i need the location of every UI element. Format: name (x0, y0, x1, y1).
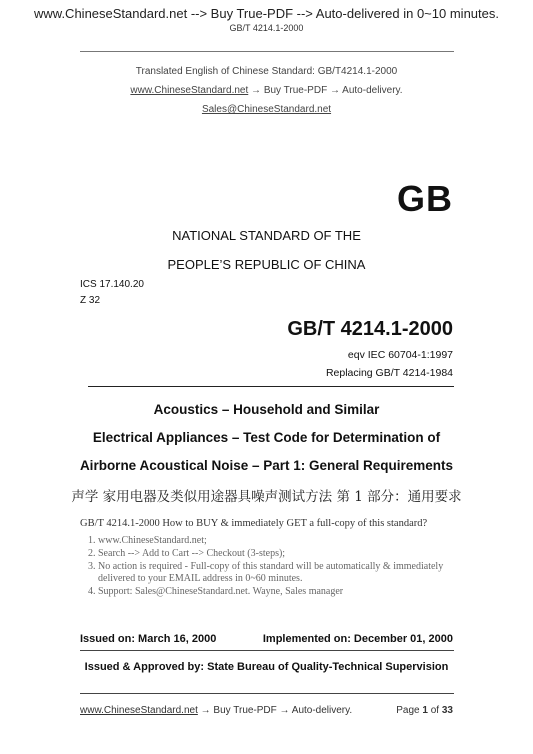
gb-mark: GB (397, 178, 453, 219)
page-prefix: Page (396, 705, 423, 716)
title-line-3: Airborne Acoustical Noise – Part 1: General Requirements (79, 458, 454, 473)
page-indicator (396, 705, 453, 716)
footer-text: → Buy True-PDF → Auto-delivery. (197, 705, 353, 716)
page-of: of (427, 705, 442, 716)
sales-email-link[interactable]: Sales@ChineseStandard.net (201, 104, 332, 115)
page-current: 1 (422, 705, 428, 716)
title-chinese: 声学 家用电器及类似用途器具噪声测试方法 第 1 部分：通用要求 (71, 489, 462, 505)
equivalent-standard: eqv IEC 60704-1:1997 (347, 349, 453, 361)
title-line-2: Electrical Appliances – Test Code for Determination of (92, 430, 441, 445)
dates-divider (80, 650, 454, 651)
buy-instructions-heading: GB/T 4214.1-2000 How to BUY & immediately GET a full-copy of this standard? (80, 518, 428, 529)
header-top-line: www.ChineseStandard.net --> Buy True-PDF --> Auto-delivered in 0~10 minutes. (34, 6, 499, 21)
national-standard-line2: PEOPLE’S REPUBLIC OF CHINA (167, 257, 366, 272)
issued-date: Issued on: March 16, 2000 (80, 633, 217, 645)
footer-left (80, 705, 352, 716)
title-line-1: Acoustics – Household and Similar (153, 402, 380, 417)
ics-code: ICS 17.140.20 (80, 279, 144, 290)
approval-statement: Issued & Approved by: State Bureau of Quality-Technical Supervision (84, 661, 449, 673)
implemented-date: Implemented on: December 01, 2000 (262, 633, 453, 645)
delivery-notice (0, 85, 533, 96)
header-divider (80, 51, 454, 52)
buy-instructions (80, 518, 454, 618)
standard-number: GB/T 4214.1-2000 (287, 318, 453, 340)
sales-email-row (0, 104, 533, 115)
buy-step: 1. www.ChineseStandard.net; (98, 535, 454, 548)
national-standard-line1: NATIONAL STANDARD OF THE (172, 228, 361, 243)
replacing-standard: Replacing GB/T 4214-1984 (325, 367, 453, 379)
buy-step: 2. Search --> Add to Cart --> Checkout (3-steps); (98, 548, 454, 561)
page-total: 33 (441, 705, 453, 716)
buy-steps-list (80, 535, 454, 599)
buy-step: 4. Support: Sales@ChineseStandard.net. Wayne, Sales manager (98, 586, 454, 599)
chinesestandard-link[interactable]: www.ChineseStandard.net (130, 85, 249, 96)
buy-step: 3. No action is required - Full-copy of this standard will be automatically & immediately delivered to your EMAIL address in 0~60 minutes. (98, 561, 454, 587)
z-code: Z 32 (80, 295, 101, 306)
delivery-notice-text: → Buy True-PDF → Auto-delivery. (248, 85, 403, 96)
footer-divider (80, 693, 454, 694)
translation-notice: Translated English of Chinese Standard: GB/T4214.1-2000 (135, 66, 398, 77)
title-divider (88, 386, 454, 387)
header-doc-id: GB/T 4214.1-2000 (229, 23, 304, 33)
footer-link[interactable]: www.ChineseStandard.net (80, 705, 198, 716)
